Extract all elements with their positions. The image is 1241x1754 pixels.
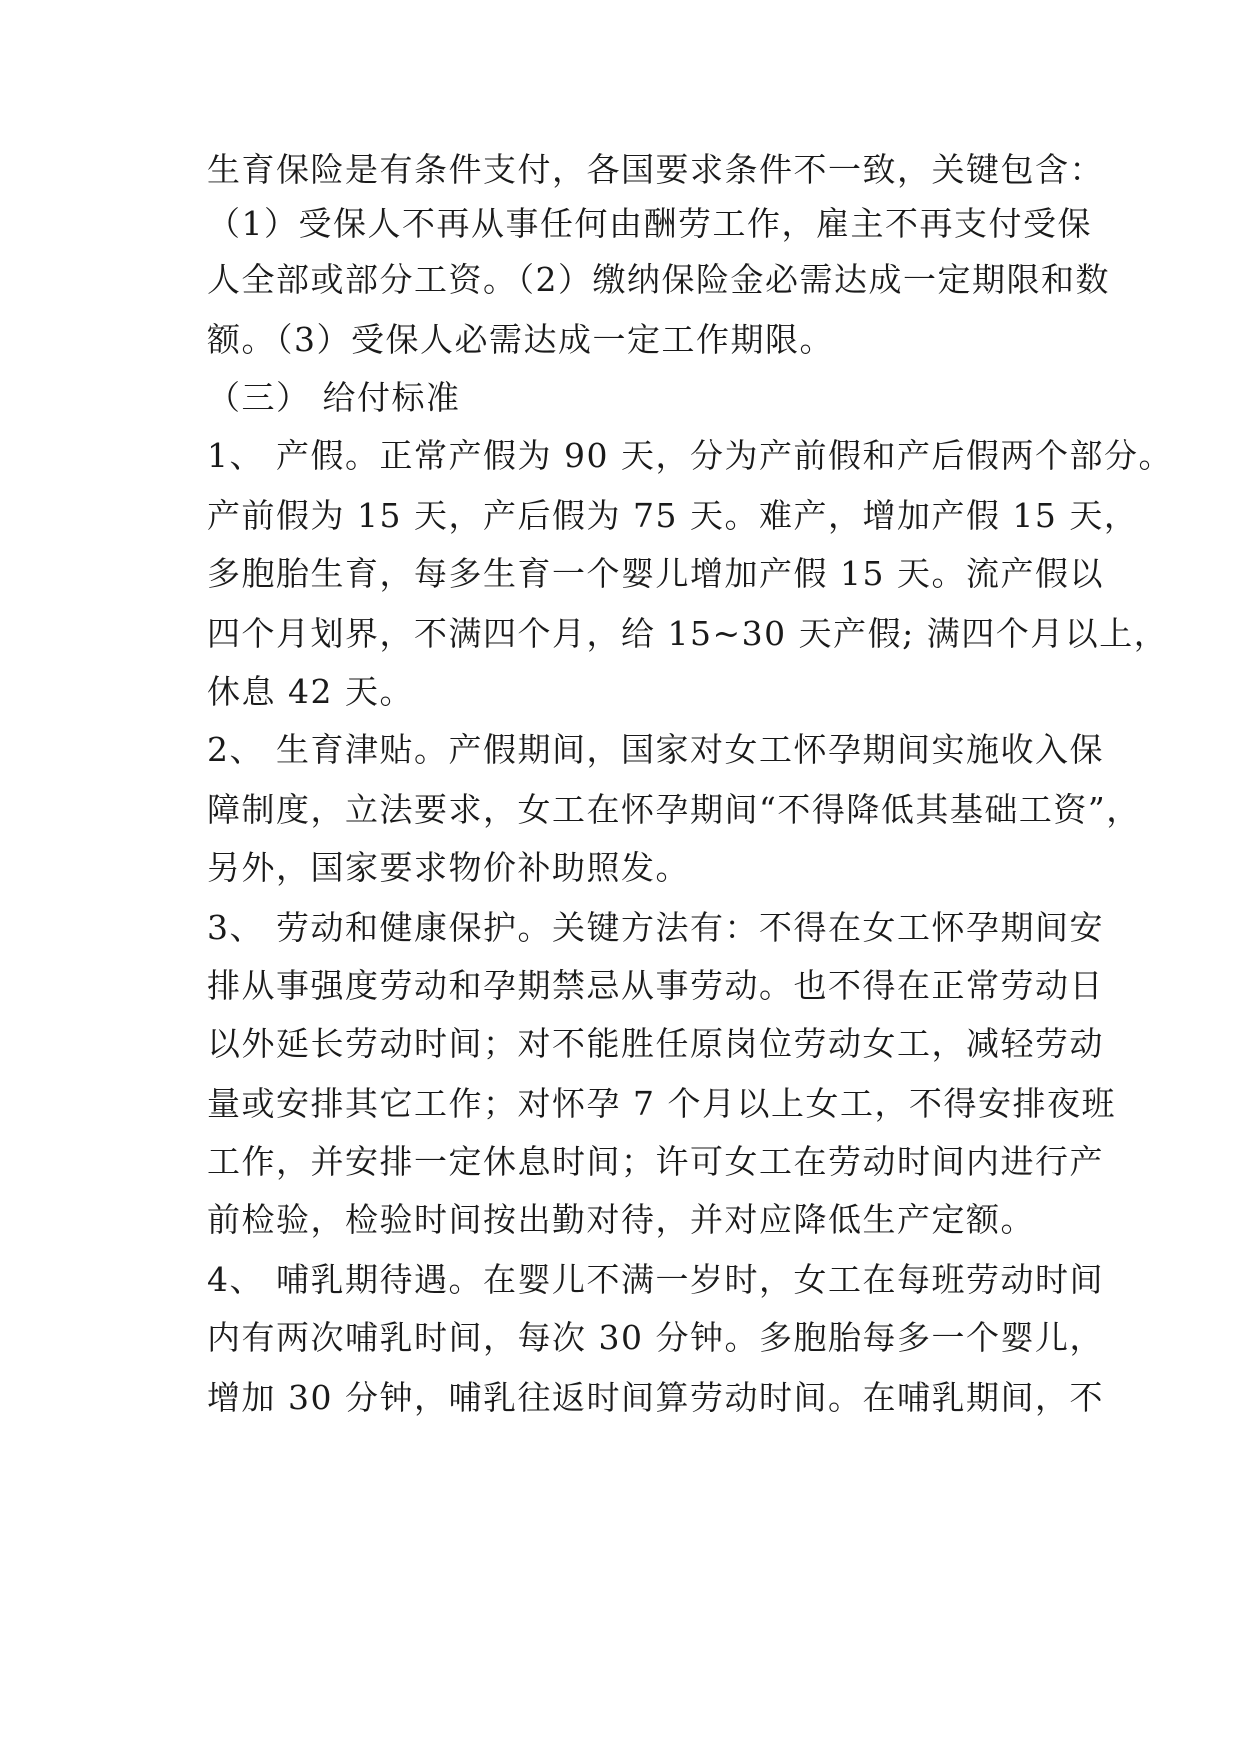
body-text-line: （1）受保人不再从事任何由酬劳工作，雇主不再支付受保 [207, 204, 1092, 243]
body-text-line: 工作，并安排一定休息时间；许可女工在劳动时间内进行产 [207, 1142, 1104, 1181]
body-text-line: 四个月划界，不满四个月，给 15~30 天产假; 满四个月以上， [207, 614, 1169, 653]
body-text-line: 休息 42 天。 [207, 672, 414, 711]
body-text-line: 排从事强度劳动和孕期禁忌从事劳动。也不得在正常劳动日 [207, 966, 1104, 1005]
section-heading: （三） 给付标准 [207, 378, 461, 417]
body-text-line: 量或安排其它工作；对怀孕 7 个月以上女工，不得安排夜班 [207, 1084, 1116, 1123]
list-item-4-line: 4、 哺乳期待遇。在婴儿不满一岁时，女工在每班劳动时间 [207, 1260, 1104, 1299]
body-text-line: 额。（3）受保人必需达成一定工作期限。 [207, 320, 834, 359]
body-text-line: 另外，国家要求物价补助照发。 [207, 848, 690, 887]
body-text-line: 生育保险是有条件支付，各国要求条件不一致，关键包含： [207, 150, 1104, 189]
body-text-line: 以外延长劳动时间；对不能胜任原岗位劳动女工，减轻劳动 [207, 1024, 1104, 1063]
list-item-1-line: 1、 产假。正常产假为 90 天，分为产前假和产后假两个部分。 [207, 436, 1173, 475]
body-text-line: 障制度，立法要求，女工在怀孕期间“不得降低其基础工资”， [207, 790, 1141, 829]
body-text-line: 前检验，检验时间按出勤对待，并对应降低生产定额。 [207, 1200, 1035, 1239]
body-text-line: 人全部或部分工资。（2）缴纳保险金必需达成一定期限和数 [207, 260, 1110, 299]
body-text-line: 产前假为 15 天，产后假为 75 天。难产，增加产假 15 天， [207, 496, 1139, 535]
list-item-3-line: 3、 劳动和健康保护。关键方法有：不得在女工怀孕期间安 [207, 908, 1104, 947]
body-text-line: 多胞胎生育，每多生育一个婴儿增加产假 15 天。流产假以 [207, 554, 1104, 593]
body-text-line: 增加 30 分钟，哺乳往返时间算劳动时间。在哺乳期间，不 [207, 1378, 1104, 1417]
list-item-2-line: 2、 生育津贴。产假期间，国家对女工怀孕期间实施收入保 [207, 730, 1104, 769]
body-text-line: 内有两次哺乳时间，每次 30 分钟。多胞胎每多一个婴儿， [207, 1318, 1104, 1357]
